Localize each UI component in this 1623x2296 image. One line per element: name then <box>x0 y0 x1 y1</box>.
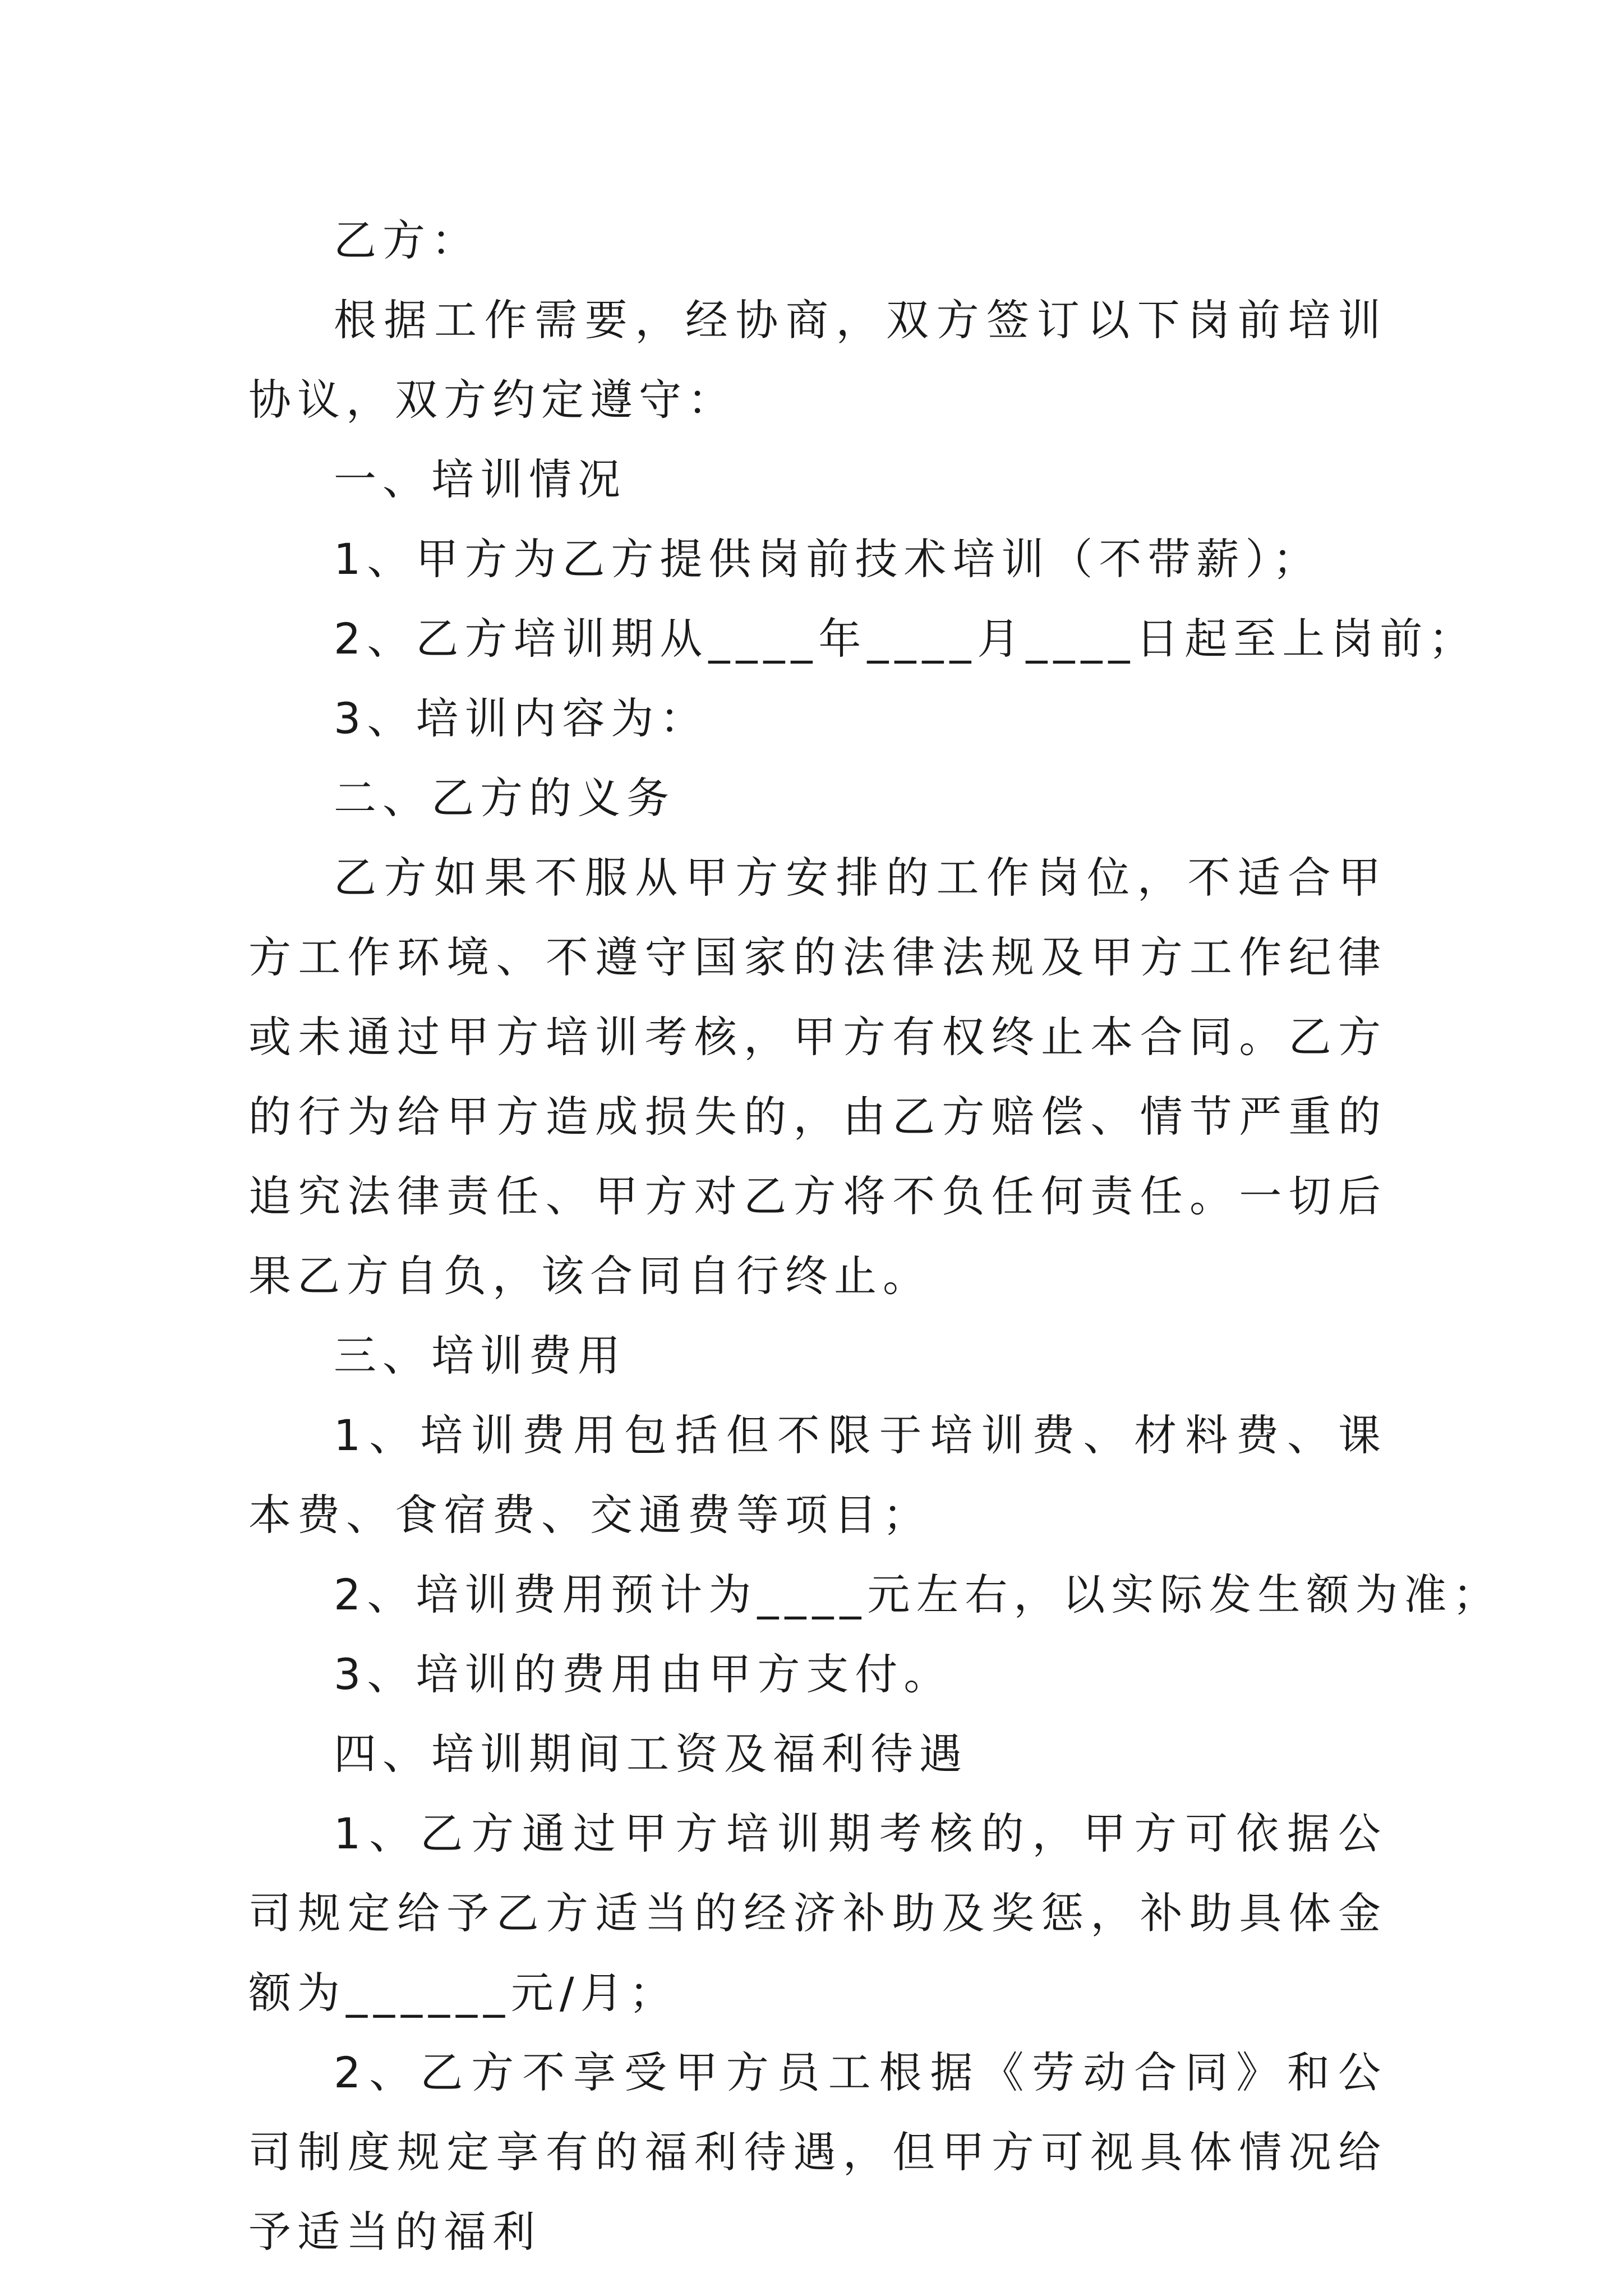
heading-wages-benefits: 四、培训期间工资及福利待遇 <box>334 1729 968 1779</box>
clause-1-1: 1、甲方为乙方提供岗前技术培训（不带薪）； <box>334 534 1322 584</box>
clause-1-2: 2、乙方培训期从____年____月____日起至上岗前； <box>334 614 1478 664</box>
clause-3-3: 3、培训的费用由甲方支付。 <box>334 1649 953 1699</box>
clause-1-3: 3、培训内容为： <box>334 693 709 743</box>
clause-4-2: 2、乙方不享受甲方员工根据《劳动合同》和公司制度规定享有的福利待遇，但甲方可视具体情况给予适当的福利 <box>248 2047 1387 2257</box>
heading-training-fees: 三、培训费用 <box>334 1331 626 1381</box>
document-body <box>248 201 1502 2272</box>
heading-training-situation: 一、培训情况 <box>334 454 626 504</box>
clause-3-1: 1、培训费用包括但不限于培训费、材料费、课本费、食宿费、交通费等项目； <box>248 1410 1387 1540</box>
paragraph-obligations: 乙方如果不服从甲方安排的工作岗位，不适合甲方工作环境、不遵守国家的法律法规及甲方工作纪律或未通过甲方培训考核，甲方有权终止本合同。乙方的行为给甲方造成损失的，由乙方赔偿、情节严重的追究法律责任、甲方对乙方将不负任何责任。一切后果乙方自负，该合同自行终止。 <box>248 853 1387 1301</box>
paragraph-intro: 根据工作需要，经协商，双方签订以下岗前培训协议，双方约定遵守： <box>248 295 1387 425</box>
heading-party-b-obligations: 二、乙方的义务 <box>334 773 675 823</box>
clause-3-2: 2、培训费用预计为____元左右，以实际发生额为准； <box>334 1570 1502 1619</box>
clause-4-1: 1、乙方通过甲方培训期考核的，甲方可依据公司规定给予乙方适当的经济补助及奖惩，补助具体金额为______元/月； <box>248 1809 1387 2018</box>
paragraph-party-b: 乙方： <box>334 215 480 265</box>
